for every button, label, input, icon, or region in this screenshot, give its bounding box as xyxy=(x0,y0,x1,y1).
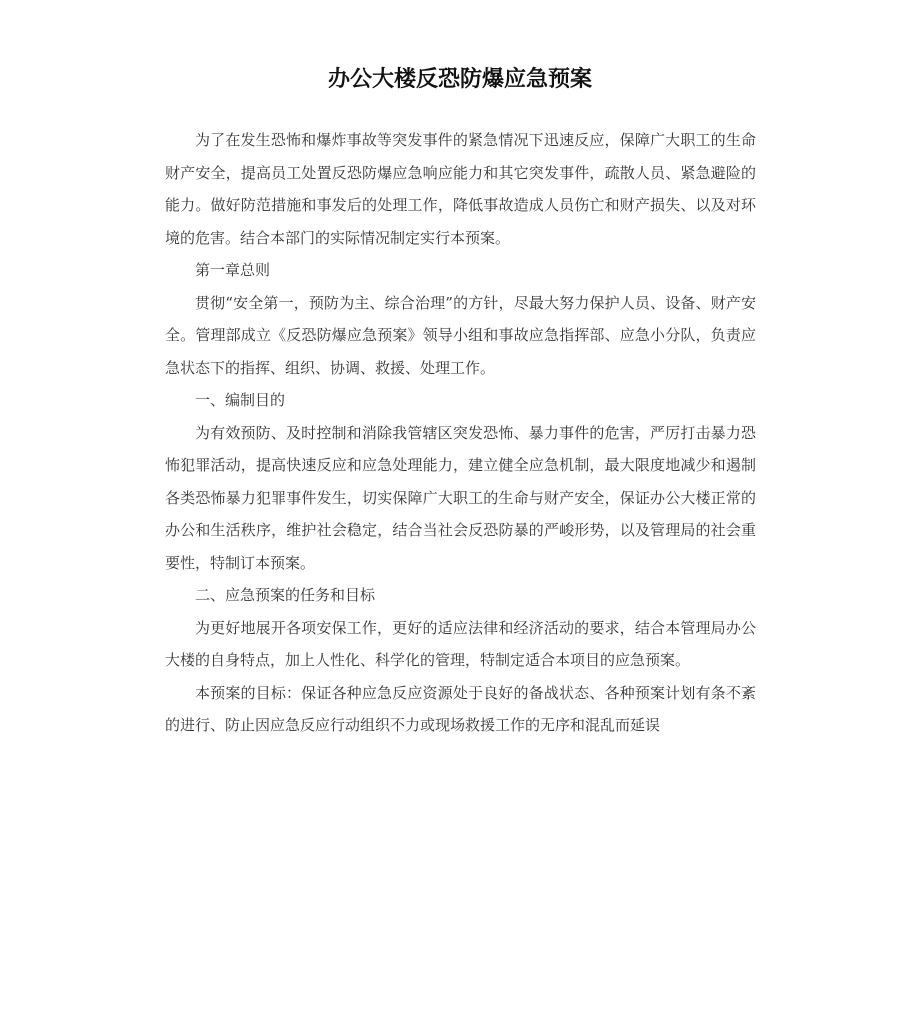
section-heading-purpose: 一、编制目的 xyxy=(195,391,286,409)
intro-paragraph: 为了在发生恐怖和爆炸事故等突发事件的紧急情况下迅速反应，保障广大职工的生命财产安全，提高员工处置反恐防爆应急响应能力和其它突发事件，疏散人员、紧急避险的能力。做好防范措施和事发后的处理工作，降低事故造成人员伤亡和财产损失、以及对环境的危害。结合本部门的实际情况制定实行本预案。 xyxy=(165,131,756,247)
goals-paragraph: 本预案的目标：保证各种应急反应资源处于良好的备战状态、各种预案计划有条不紊的进行、防止因应急反应行动组织不力或现场救援工作的无序和混乱而延误 xyxy=(165,683,756,734)
chapter-heading-general: 第一章总则 xyxy=(195,261,271,279)
purpose-paragraph: 为有效预防、及时控制和消除我管辖区突发恐怖、暴力事件的危害，严厉打击暴力恐怖犯罪活动，提高快速反应和应急处理能力，建立健全应急机制，最大限度地减少和遏制各类恐怖暴力犯罪事件发生，切实保障广大职工的生命与财产安全，保证办公大楼正常的办公和生活秩序，维护社会稳定，结合当社会反恐防暴的严峻形势，以及管理局的社会重要性，特制订本预案。 xyxy=(165,423,756,572)
principles-paragraph: 贯彻“安全第一，预防为主、综合治理”的方针，尽最大努力保护人员、设备、财产安全。管理部成立《反恐防爆应急预案》领导小组和事故应急指挥部、应急小分队，负责应急状态下的指挥、组织、协调、救援、处理工作。 xyxy=(165,293,756,377)
document-title: 办公大楼反恐防爆应急预案 xyxy=(327,67,592,92)
section-heading-tasks-goals: 二、应急预案的任务和目标 xyxy=(195,586,376,604)
document-body xyxy=(165,124,756,742)
tasks-paragraph: 为更好地展开各项安保工作，更好的适应法律和经济活动的要求，结合本管理局办公大楼的自身特点，加上人性化、科学化的管理，特制定适合本项目的应急预案。 xyxy=(165,618,756,669)
